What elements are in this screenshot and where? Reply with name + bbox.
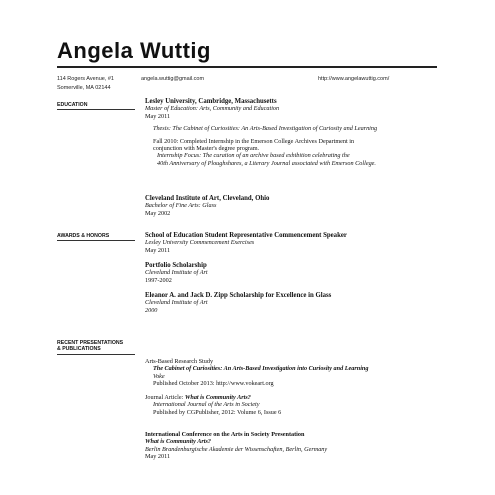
award-sub: Lesley University Commencement Exercises (145, 239, 255, 247)
entry-title: Cleveland Institute of Art, Cleveland, Ohio (145, 195, 270, 202)
section-rule-education (57, 109, 135, 110)
entry-internship-line-1: Fall 2010: Completed Internship in the Emerson College Archives Department in (153, 137, 355, 145)
presentation-journal (145, 394, 435, 416)
award-sub: Cleveland Institute of Art (145, 299, 208, 307)
presentation-heading: Arts-Based Research Study (145, 358, 214, 365)
journal-published: Published by CGPublisher, 2012: Volume 6, Issue 6 (153, 408, 282, 416)
award-sub: Cleveland Institute of Art (145, 269, 208, 277)
section-label-presentations (57, 340, 123, 352)
presentation-venue: Voke (153, 372, 165, 380)
section-label-awards: AWARDS & HONORS (57, 233, 110, 239)
education-cleveland (145, 195, 435, 217)
journal-heading: Journal Article: (145, 394, 184, 401)
presentation-arts-based (145, 358, 435, 388)
entry-focus-line-2: 40th Anniversary of Ploughshares, a Literary Journal associated with Emerson College. (157, 159, 376, 167)
section-label-line-2: & PUBLICATIONS (57, 346, 101, 352)
website-link[interactable]: http://www.angelawuttig.com/ (318, 76, 390, 82)
award-item (145, 292, 435, 314)
award-item (145, 262, 435, 284)
section-label-education: EDUCATION (57, 102, 88, 108)
entry-degree: Bachelor of Fine Arts: Glass (145, 202, 217, 210)
header-rule (57, 66, 437, 68)
conference-title: What is Community Arts? (145, 438, 211, 446)
entry-date: May 2011 (145, 112, 171, 120)
award-title: School of Education Student Representative Commencement Speaker (145, 232, 347, 239)
resume-name: Angela Wuttig (57, 38, 211, 63)
section-rule-presentations (57, 354, 135, 355)
award-date: 1997-2002 (145, 276, 172, 284)
email-address[interactable]: angela.wuttig@gmail.com (141, 76, 205, 82)
address-line-2: Somerville, MA 02144 (57, 85, 111, 91)
award-date: 2000 (145, 306, 158, 314)
entry-thesis: Thesis: The Cabinet of Curiosities: An Arts-Based Investigation of Curiosity and Learning (153, 125, 378, 133)
journal-title: What is Community Arts? (184, 394, 251, 401)
award-item (145, 232, 435, 254)
award-date: May 2011 (145, 246, 171, 254)
conference-date: May 2011 (145, 453, 171, 461)
award-title: Portfolio Scholarship (145, 262, 207, 269)
entry-focus-line-1: Internship Focus: The curation of an archive based exhibition celebrating the (157, 152, 350, 160)
award-title: Eleanor A. and Jack D. Zipp Scholarship for Excellence in Glass (145, 292, 332, 299)
education-lesley (145, 98, 435, 167)
journal-venue: International Journal of the Arts in Society (153, 401, 260, 409)
entry-title: Lesley University, Cambridge, Massachusetts (145, 98, 277, 105)
section-rule-awards (57, 240, 135, 241)
entry-internship-line-2: conjunction with Master's degree program. (153, 145, 260, 153)
conference-heading: International Conference on the Arts in Society Presentation (145, 431, 305, 438)
presentation-conference (145, 431, 435, 461)
address-line-1: 114 Rogers Avenue, #1 (57, 76, 114, 82)
entry-degree: Master of Education: Arts, Community and Education (145, 105, 280, 113)
presentation-published: Published October 2013: http://www.vokeart.org (153, 380, 274, 388)
section-label-line-1: RECENT PRESENTATIONS (57, 340, 124, 346)
conference-venue: Berlin Brandenburgische Akademie der Wissenschaften, Berlin, Germany (145, 445, 328, 453)
presentation-title: The Cabinet of Curiosities: An Arts-Based Investigation into Curiosity and Learning (153, 365, 369, 373)
entry-date: May 2002 (145, 209, 171, 217)
